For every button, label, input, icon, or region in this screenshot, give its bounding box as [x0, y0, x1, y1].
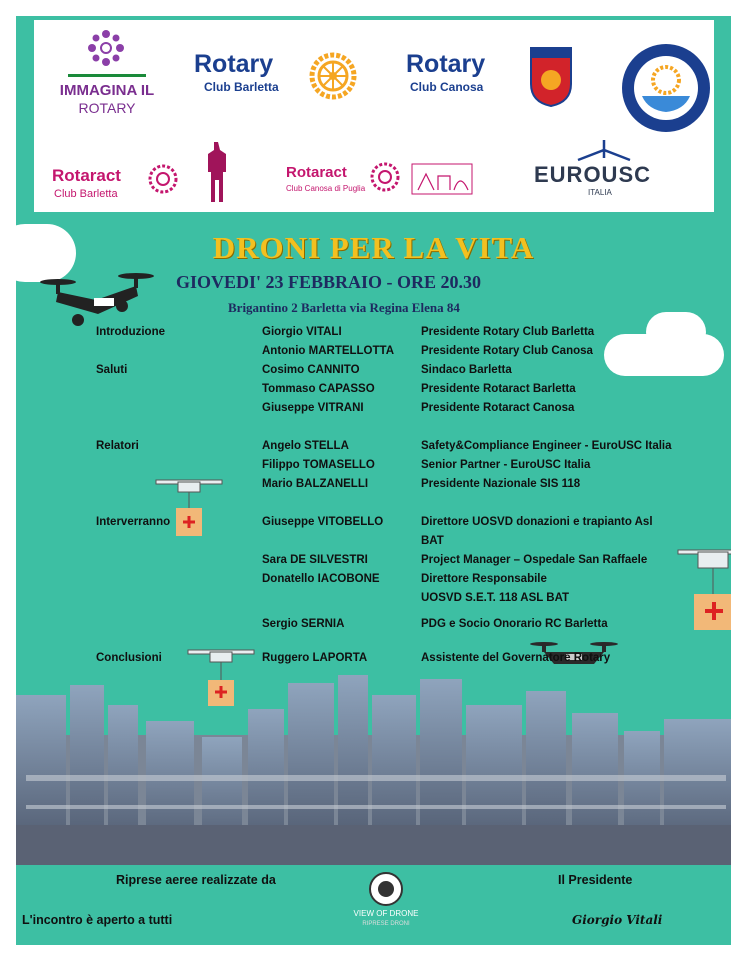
program-role: Presidente Nazionale SIS 118: [421, 478, 581, 490]
program-name: Giuseppe VITOBELLO: [262, 516, 384, 528]
rotaract-barletta-name: Rotaract: [52, 166, 121, 185]
program-role: Direttore UOSVD donazioni e trapianto Asl: [421, 516, 653, 528]
program-role: Presidente Rotaract Canosa: [421, 402, 575, 414]
program-role: Presidente Rotaract Barletta: [421, 383, 576, 395]
footer-riprese: Riprese aeree realizzate da: [116, 873, 276, 887]
footer-presidente: Il Presidente: [558, 873, 633, 887]
program-section: Relatori: [96, 440, 139, 452]
rotaract-wheel-icon: [148, 164, 178, 194]
eurousc-name: EUROUSC: [534, 162, 652, 187]
program-role: Senior Partner - EuroUSC Italia: [421, 459, 591, 471]
canosa-sketch-icon: [410, 160, 474, 196]
drone-icon: [38, 262, 158, 332]
program-role: Project Manager – Ospedale San Raffaele: [421, 554, 648, 566]
program-name: Ruggero LAPORTA: [262, 652, 368, 664]
immagina-il-rotary-logo: [44, 28, 164, 118]
program-section: Interverranno: [96, 516, 171, 528]
program-name: Angelo STELLA: [262, 440, 349, 452]
rotaract-canosa-wheel-icon: [370, 162, 400, 192]
rotaract-canosa-sub: Club Canosa di Puglia: [286, 184, 366, 193]
rotaract-canosa-name: Rotaract: [286, 164, 347, 181]
view-of-drone-name: VIEW OF DRONE: [353, 909, 419, 918]
program-section: Saluti: [96, 364, 128, 376]
program-name: Filippo TOMASELLO: [262, 459, 375, 471]
program-role: Presidente Rotary Club Canosa: [421, 345, 593, 357]
rotary-e-futuro-icon: [618, 40, 714, 136]
program-name: Giuseppe VITRANI: [262, 402, 364, 414]
program-section: Introduzione: [96, 326, 165, 338]
program-role: Safety&Compliance Engineer - EuroUSC Italia: [421, 440, 672, 452]
rotaract-canosa-logo: [286, 160, 486, 210]
city-skyline-image: [16, 675, 731, 865]
rotary-wheel-icon: [309, 52, 357, 100]
program-name: Mario BALZANELLI: [262, 478, 369, 490]
eurousc-logo: [530, 138, 670, 210]
poster: [16, 16, 731, 945]
camera-aperture-icon: [368, 871, 404, 907]
eurousc-sub: ITALIA: [588, 188, 612, 197]
event-title: DRONI PER LA VITA: [212, 230, 535, 265]
rotary-canosa-name: Rotary: [406, 50, 486, 78]
rotaract-barletta-logo: [52, 160, 192, 210]
program-name: Sara DE SILVESTRI: [262, 554, 368, 566]
canosa-crest-icon: [528, 44, 574, 108]
program-name: Tommaso CAPASSO: [262, 383, 375, 395]
event-venue: Brigantino 2 Barletta via Regina Elena 84: [228, 300, 460, 315]
event-date: GIOVEDI' 23 FEBBRAIO - ORE 20.30: [176, 272, 482, 292]
program-role: Assistente del Governatore Rotary: [421, 652, 611, 664]
program-role: UOSVD S.E.T. 118 ASL BAT: [421, 592, 570, 604]
view-of-drone-logo: [346, 871, 426, 941]
program-section: Conclusioni: [96, 652, 162, 664]
program-name: Antonio MARTELLOTTA: [262, 345, 395, 357]
immagina-line2: ROTARY: [78, 100, 136, 116]
footer: [16, 865, 731, 945]
sponsor-logo-panel: [34, 20, 714, 212]
delivery-drone-icon-3: [674, 544, 731, 634]
rotary-club-canosa-logo: [406, 50, 546, 110]
statue-silhouette-icon: [196, 136, 236, 206]
program-role: Sindaco Barletta: [421, 364, 512, 376]
program-name: Sergio SERNIA: [262, 618, 345, 630]
cloud-right-2: [646, 312, 706, 352]
rotary-barletta-sub: Club Barletta: [204, 80, 279, 94]
program-name: Donatello IACOBONE: [262, 573, 380, 585]
rotaract-barletta-sub: Club Barletta: [54, 188, 118, 200]
program-role: Presidente Rotary Club Barletta: [421, 326, 595, 338]
green-bar: [68, 74, 146, 77]
rotary-canosa-sub: Club Canosa: [410, 80, 484, 94]
view-of-drone-sub: RIPRESE DRONI: [362, 921, 410, 927]
footer-aperto: L'incontro è aperto a tutti: [22, 913, 173, 927]
rotary-barletta-name: Rotary: [194, 50, 274, 78]
immagina-line1: IMMAGINA IL: [59, 82, 155, 99]
delivery-drone-icon: [154, 472, 224, 542]
rotary-club-barletta-logo: [194, 50, 384, 110]
program-role: PDG e Socio Onorario RC Barletta: [421, 618, 608, 630]
immagina-flower-icon: [86, 28, 126, 68]
program-name: Cosimo CANNITO: [262, 364, 360, 376]
program-name: Giorgio VITALI: [262, 326, 342, 338]
program-role: Direttore Responsabile: [421, 573, 547, 585]
president-signature: Giorgio Vitali: [572, 913, 663, 927]
program-role: BAT: [421, 535, 444, 547]
